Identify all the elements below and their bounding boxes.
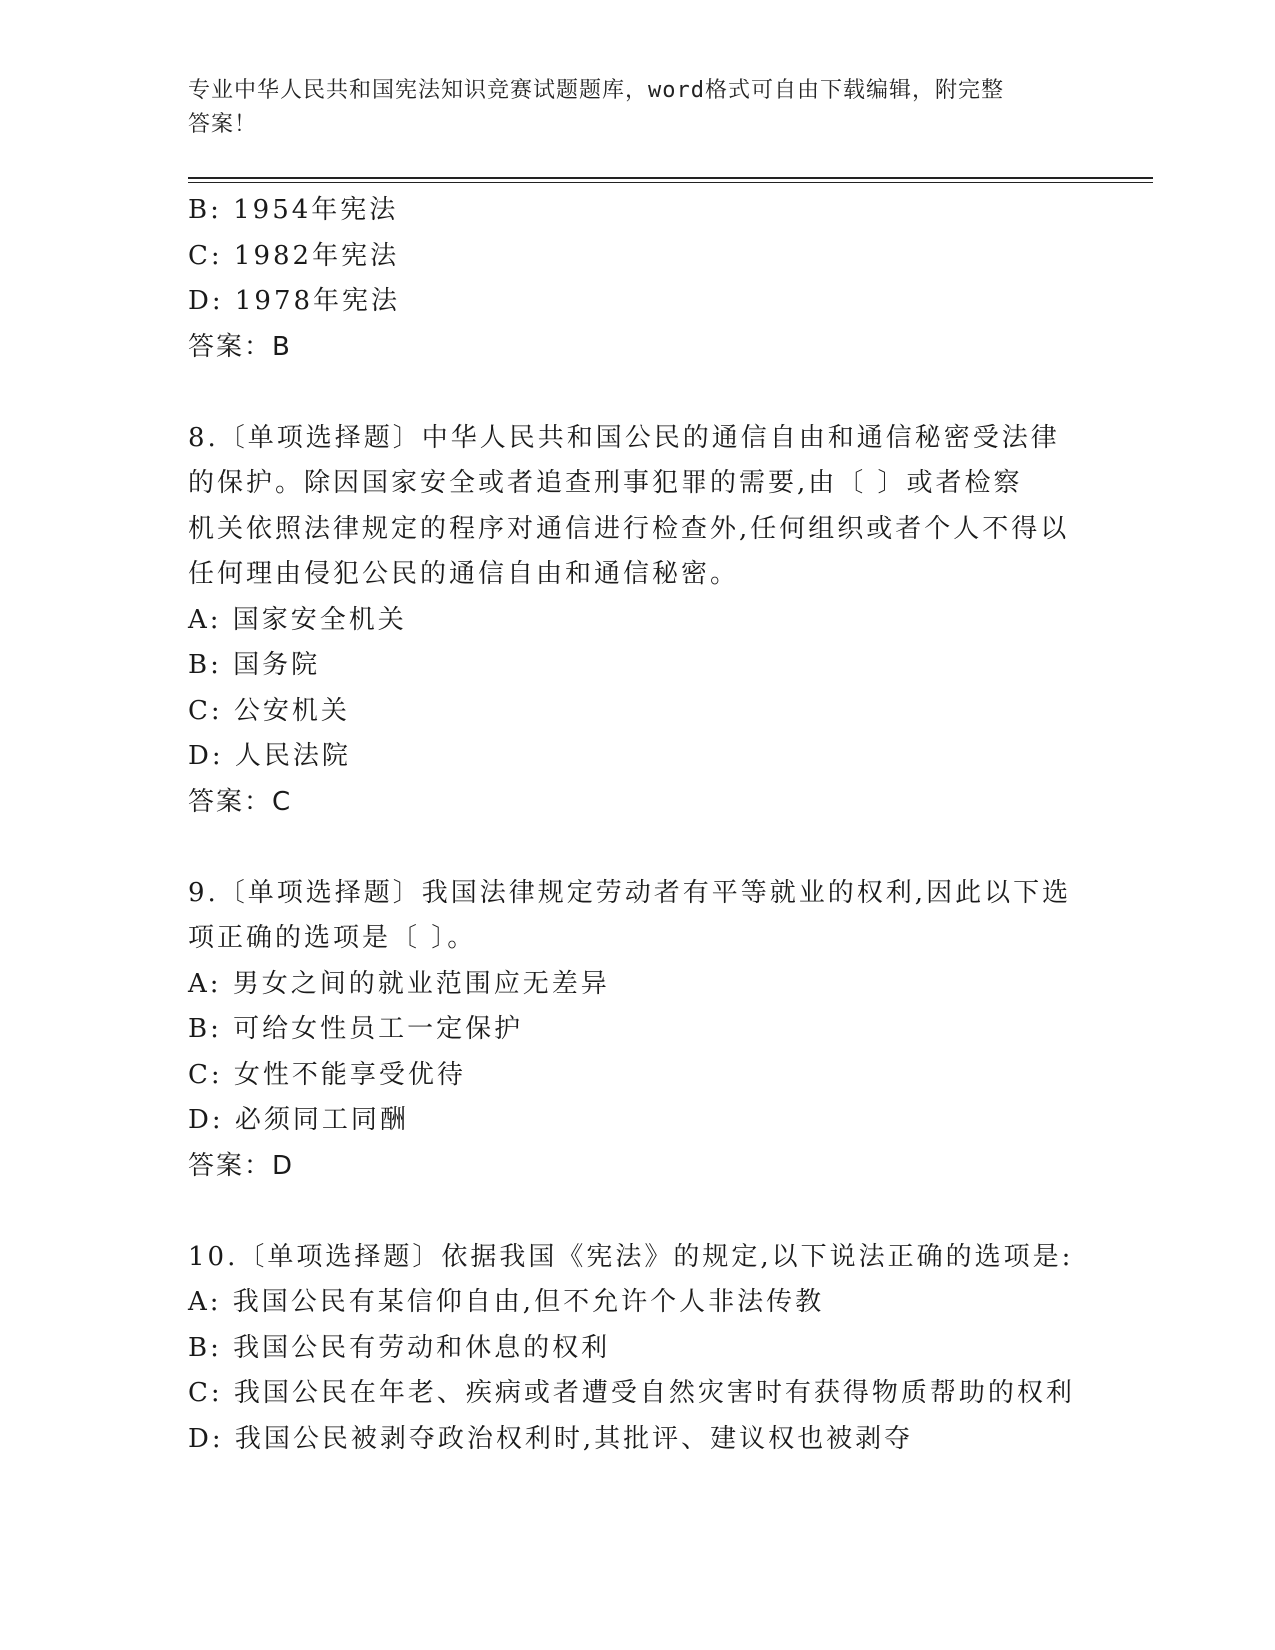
option-a: A: 我国公民有某信仰自由,但不允许个人非法传教	[188, 1287, 825, 1317]
option-b: B: 国务院	[188, 650, 321, 680]
header-rule-thin	[188, 182, 1153, 183]
option-c: C: 女性不能享受优待	[188, 1059, 466, 1090]
spacer	[188, 1189, 1088, 1235]
question-8	[188, 416, 1088, 826]
question-stem-line: 的保护。除因国家安全或者追查刑事犯罪的需要,由〔 〕或者检察	[188, 468, 1023, 498]
option-a: A: 国家安全机关	[188, 604, 407, 635]
header-line-2: 答案！	[188, 112, 258, 137]
option-d: D: 我国公民被剥夺政治权利时,其批评、建议权也被剥夺	[188, 1423, 914, 1454]
option-c: C: 1982年宪法	[188, 240, 400, 271]
prev-question	[188, 188, 1088, 370]
answer-line: 答案：C	[188, 786, 293, 817]
answer-line: 答案：D	[188, 1150, 295, 1181]
header-line-1: 专业中华人民共和国宪法知识竞赛试题题库，word格式可自由下载编辑，附完整	[188, 78, 1004, 103]
option-b: B: 可给女性员工一定保护	[188, 1014, 524, 1044]
question-content	[188, 188, 1088, 1462]
option-d: D: 必须同工同酬	[188, 1105, 409, 1135]
question-stem-line: 任何理由侵犯公民的通信自由和通信秘密。	[188, 559, 740, 589]
page-header	[188, 74, 1068, 142]
header-rule-thick	[188, 177, 1153, 179]
question-stem-line: 项正确的选项是〔 〕。	[188, 923, 477, 953]
spacer	[188, 370, 1088, 416]
option-c: C: 我国公民在年老、疾病或者遭受自然灾害时有获得物质帮助的权利	[188, 1378, 1075, 1408]
spacer	[188, 825, 1088, 871]
option-b: B: 1954年宪法	[188, 195, 399, 225]
question-10	[188, 1235, 1088, 1463]
option-d: D: 1978年宪法	[188, 286, 401, 316]
question-stem-line: 机关依照法律规定的程序对通信进行检查外,任何组织或者个人不得以	[188, 513, 1070, 544]
option-c: C: 公安机关	[188, 695, 350, 726]
question-stem-line: 9.〔单项选择题〕我国法律规定劳动者有平等就业的权利,因此以下选	[188, 877, 1072, 908]
option-a: A: 男女之间的就业范围应无差异	[188, 968, 610, 999]
question-stem-line: 8.〔单项选择题〕中华人民共和国公民的通信自由和通信秘密受法律	[188, 422, 1060, 453]
question-9	[188, 871, 1088, 1190]
question-stem-line: 10.〔单项选择题〕依据我国《宪法》的规定,以下说法正确的选项是:	[188, 1241, 1074, 1272]
answer-line: 答案：B	[188, 331, 292, 362]
option-b: B: 我国公民有劳动和休息的权利	[188, 1332, 611, 1363]
option-d: D: 人民法院	[188, 741, 351, 771]
